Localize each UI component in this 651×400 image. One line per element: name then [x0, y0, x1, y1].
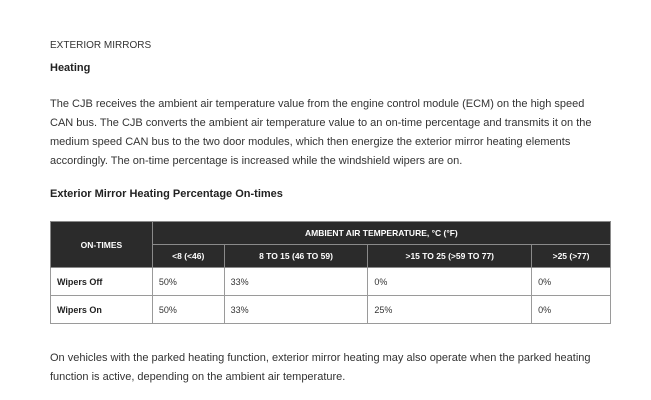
row-label: Wipers On	[51, 296, 153, 324]
heating-ontimes-table	[50, 221, 611, 324]
column-header: >15 TO 25 (>59 TO 77)	[368, 245, 532, 268]
column-header: <8 (<46)	[152, 245, 224, 268]
table-cell: 25%	[368, 296, 532, 324]
column-header: 8 TO 15 (46 TO 59)	[224, 245, 368, 268]
table-cell: 0%	[532, 268, 611, 296]
closing-paragraph: On vehicles with the parked heating function, exterior mirror heating may also operate when the parked heating function is active, depending on the ambient air temperature.	[50, 352, 591, 383]
table-cell: 50%	[152, 268, 224, 296]
table-row	[51, 296, 611, 324]
table-cell: 0%	[368, 268, 532, 296]
group-header: AMBIENT AIR TEMPERATURE, °C (°F)	[152, 222, 610, 245]
intro-paragraph: The CJB receives the ambient air temperature value from the engine control module (ECM) on the high speed CAN bus. The CJB converts the ambient air temperature value to an on-time percentage and transmits it on the medium speed CAN bus to the two door modules, which then energize the exterior mirror heating elements accordingly. The on-time percentage is increased while the windshield wipers are on.	[50, 98, 592, 167]
row-label: Wipers Off	[51, 268, 153, 296]
table-title: Exterior Mirror Heating Percentage On-times	[50, 188, 283, 200]
table-cell: 33%	[224, 296, 368, 324]
table-cell: 0%	[532, 296, 611, 324]
table-cell: 33%	[224, 268, 368, 296]
table-cell: 50%	[152, 296, 224, 324]
column-header: >25 (>77)	[532, 245, 611, 268]
row-header-label: ON-TIMES	[51, 222, 153, 268]
subsection-title: Heating	[50, 62, 91, 74]
table-row	[51, 268, 611, 296]
section-title: EXTERIOR MIRRORS	[50, 40, 152, 51]
